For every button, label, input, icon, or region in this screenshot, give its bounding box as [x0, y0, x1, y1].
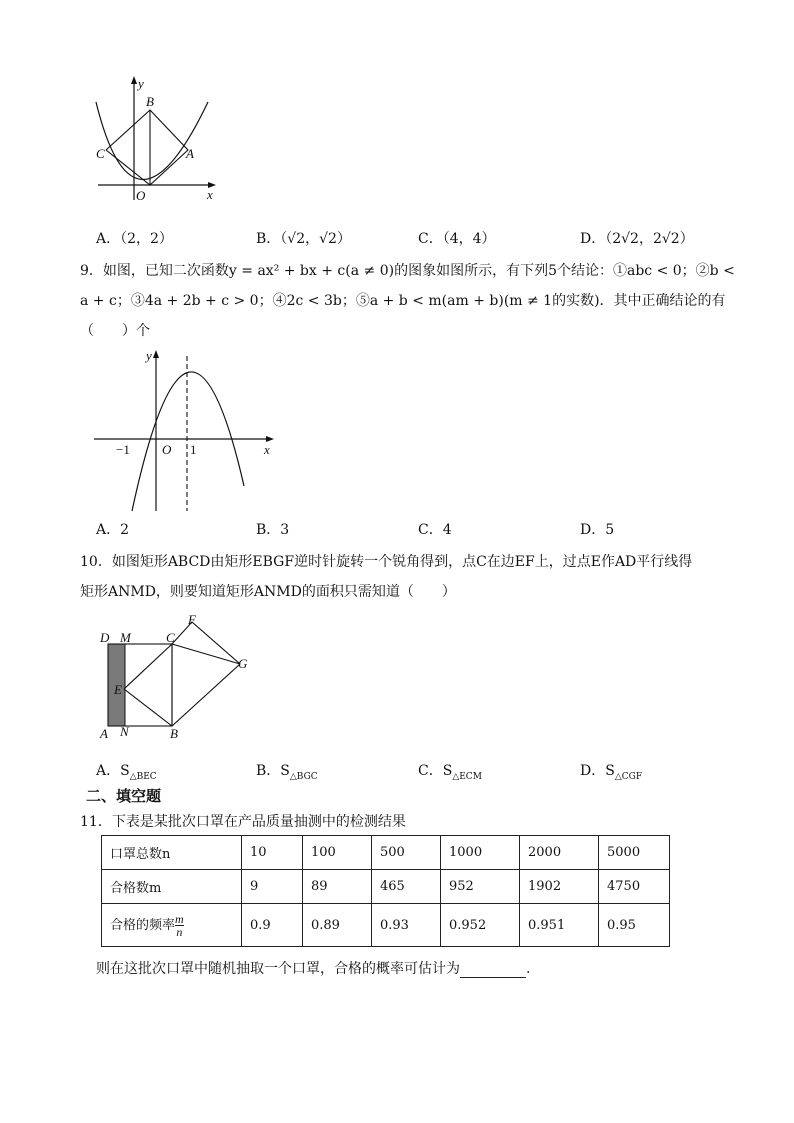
- table-cell: 0.951: [520, 904, 599, 947]
- y-axis-arrow: [153, 350, 159, 358]
- label-one: 1: [190, 442, 197, 457]
- q9-option-d[interactable]: D．5: [580, 522, 615, 538]
- q10-option-b-label: B．S: [256, 763, 290, 779]
- parabola-curve: [96, 102, 208, 180]
- label-A: A: [186, 146, 194, 161]
- q8-option-c[interactable]: C．（4，4）: [418, 231, 496, 247]
- label-N: N: [120, 724, 129, 739]
- q10-option-b-sub: △BGC: [289, 771, 318, 782]
- table-cell: 0.952: [441, 904, 520, 947]
- segment-cg: [172, 644, 240, 664]
- square-abco: [106, 110, 188, 185]
- table-cell: 10: [242, 836, 303, 870]
- table-cell: 89: [303, 870, 372, 904]
- q8-option-b-pre: B．（: [256, 231, 288, 247]
- q10-option-c-sub: △ECM: [452, 771, 482, 782]
- q8-option-b-post: ）: [336, 231, 351, 247]
- label-neg1: −1: [116, 442, 130, 457]
- q9-line-3: （ ）个: [80, 323, 150, 339]
- table-cell: 2000: [520, 836, 599, 870]
- label-C: C: [166, 630, 175, 645]
- q10-option-a-label: A．S: [96, 763, 130, 779]
- q8-option-b-mid: ，: [305, 231, 320, 247]
- row-label-frequency-text: 合格的频率: [110, 917, 176, 933]
- label-B: B: [170, 726, 178, 741]
- q10-option-b[interactable]: [256, 760, 318, 782]
- table-cell: 9: [242, 870, 303, 904]
- q10-line-1: 10．如图矩形ABCD由矩形EBGF逆时针旋转一个锐角得到，点C在边EF上，过点E作AD平行线得: [80, 554, 693, 570]
- table-row: [102, 870, 670, 904]
- label-G: G: [238, 656, 248, 671]
- figure-q10-rectangles: [96, 612, 256, 744]
- q9-line-1: 9．如图，已知二次函数y = ax² + bx + c(a ≠ 0)的图象如图所示，有下列5个结论：①abc < 0；②b <: [80, 263, 735, 279]
- table-cell: 0.93: [372, 904, 441, 947]
- q8-option-d-v1: √2: [621, 231, 639, 247]
- q10-option-a[interactable]: [96, 760, 157, 782]
- q8-option-d-v2: √2: [661, 231, 680, 247]
- label-O: O: [162, 442, 172, 457]
- q10-option-d[interactable]: [580, 760, 642, 782]
- table-cell: 100: [303, 836, 372, 870]
- answer-blank[interactable]: [460, 963, 526, 978]
- label-C: C: [96, 146, 105, 161]
- q8-option-b-v2: √2: [319, 231, 337, 247]
- y-axis-arrow: [131, 76, 137, 84]
- label-E: E: [114, 682, 122, 697]
- q11-tail: 则在这批次口罩中随机抽取一个口罩，合格的概率可估计为: [96, 961, 460, 977]
- row-label-total: 口罩总数n: [102, 836, 242, 870]
- row-label-frequency: [102, 904, 242, 947]
- q10-option-c-label: C．S: [418, 763, 453, 779]
- q8-option-b-v1: √2: [287, 231, 306, 247]
- table-row: [102, 836, 670, 870]
- label-x: x: [207, 187, 213, 202]
- table-cell: 1902: [520, 870, 599, 904]
- table-cell: 465: [372, 870, 441, 904]
- q10-option-c[interactable]: [418, 760, 482, 782]
- table-cell: 0.95: [599, 904, 670, 947]
- label-D: D: [100, 630, 110, 645]
- label-M: M: [120, 630, 131, 645]
- q10-option-d-sub: △CGF: [614, 771, 643, 782]
- label-y: y: [138, 76, 144, 91]
- rectangle-ebgf: [124, 622, 240, 726]
- label-y: y: [146, 348, 152, 363]
- table-cell: 1000: [441, 836, 520, 870]
- q10-option-a-sub: △BEC: [129, 771, 157, 782]
- q8-option-a[interactable]: A．（2，2）: [96, 231, 173, 247]
- q8-option-d-mid: ，2: [638, 231, 662, 247]
- table-cell: 0.89: [303, 904, 372, 947]
- label-x: x: [264, 442, 270, 457]
- figure-q9-parabola: [90, 346, 280, 514]
- fraction-numerator: m: [175, 911, 184, 926]
- q11-intro: 11．下表是某批次口罩在产品质量抽测中的检测结果: [80, 814, 406, 830]
- q8-option-d-post: ）: [679, 231, 694, 247]
- q9-option-c[interactable]: C．4: [418, 522, 452, 538]
- parabola-curve: [132, 372, 244, 511]
- table-row: [102, 904, 670, 947]
- q8-option-b[interactable]: [256, 228, 351, 248]
- table-cell: 5000: [599, 836, 670, 870]
- table-cell: 500: [372, 836, 441, 870]
- label-B: B: [146, 94, 154, 109]
- q10-option-d-label: D．S: [580, 763, 615, 779]
- table-cell: 952: [441, 870, 520, 904]
- q11-end: .: [526, 961, 531, 977]
- section-heading-fill-in: 二、填空题: [86, 787, 162, 805]
- label-F: F: [188, 612, 196, 627]
- label-A: A: [100, 726, 108, 741]
- q10-line-2: 矩形ANMD，则要知道矩形ANMD的面积只需知道（ ）: [80, 584, 456, 600]
- fraction-denominator: n: [176, 924, 183, 939]
- table-cell: 0.9: [242, 904, 303, 947]
- q8-option-d-pre: D．（2: [580, 231, 622, 247]
- q11-question-line: [96, 958, 530, 978]
- q11-results-table: [101, 835, 670, 947]
- table-cell: 4750: [599, 870, 670, 904]
- figure-q8-parabola: [88, 72, 224, 204]
- row-label-qualified: 合格数m: [102, 870, 242, 904]
- q8-option-d[interactable]: [580, 228, 694, 248]
- q9-option-a[interactable]: A．2: [96, 522, 130, 538]
- q9-option-b[interactable]: B．3: [256, 522, 290, 538]
- label-O: O: [136, 188, 146, 203]
- fraction-m-over-n: [175, 913, 184, 938]
- q9-line-2: a + c；③4a + 2b + c > 0；④2c < 3b；⑤a + b < m(am + b)(m ≠ 1的实数)．其中正确结论的有: [80, 293, 726, 309]
